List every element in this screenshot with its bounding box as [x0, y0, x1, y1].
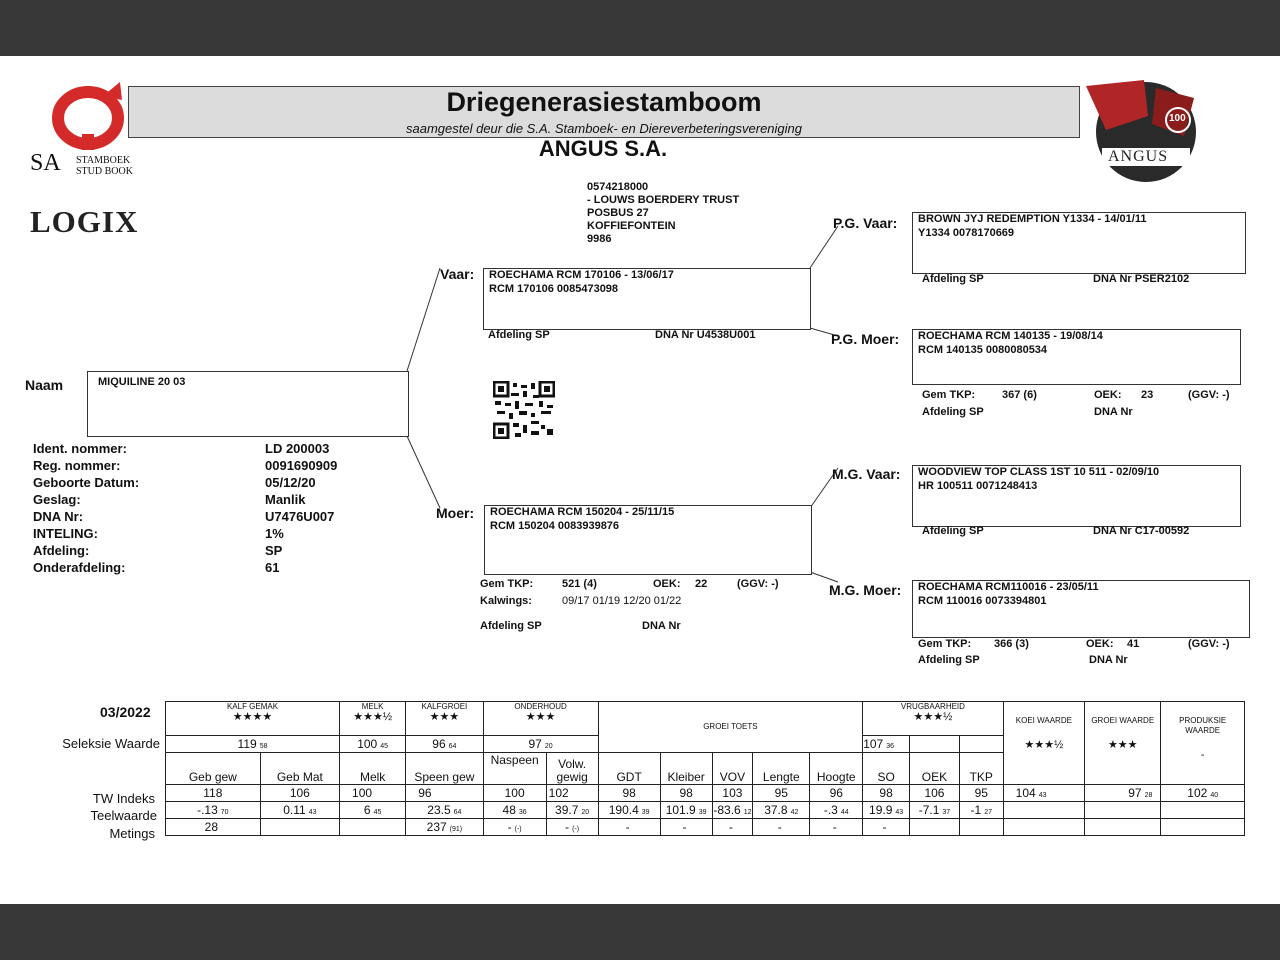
col-header: Melk	[340, 753, 406, 785]
mg-dam-line-1: ROECHAMA RCM110016 - 23/05/11	[918, 581, 1099, 593]
mg-sire-box	[912, 465, 1241, 527]
col-header: OEK	[910, 753, 960, 785]
pg-sire-label: P.G. Vaar:	[833, 215, 898, 231]
pg-dam-tkp-label: Gem TKP:	[922, 389, 976, 401]
mg-dam-line-2: RCM 110016 0073394801	[918, 595, 1047, 607]
sa-logo-big-text: SA	[30, 150, 61, 176]
pg-sire-afdeling: Afdeling SP	[922, 273, 984, 285]
dam-tkp-label: Gem TKP:	[480, 578, 534, 590]
dam-ggv: (GGV: -)	[737, 578, 779, 590]
teel-row: -.13 70 0.11 43 6 45 23.5 64 48 36 39.7 20 190.4 39 101.9 39 -83.6 12 37.8 42 -.3 44 19.9 43 -7.1 37 -1 27	[166, 802, 1245, 819]
sa-logo-small-1: STAMBOEK	[76, 155, 131, 166]
sa-logo-small-2: STUD BOOK	[76, 166, 133, 177]
mg-sire-dna: DNA Nr C17-00592	[1093, 525, 1190, 537]
col-header: Geb gew	[166, 753, 261, 785]
mg-sire-line-2: HR 100511 0071248413	[918, 480, 1038, 492]
owner-line-5: 9986	[587, 233, 612, 245]
dam-line-2: RCM 150204 0083939876	[490, 520, 620, 532]
dam-kalwings-label: Kalwings:	[480, 595, 532, 607]
seleksie-vrugbaarheid: 107 36	[863, 736, 910, 753]
dam-oek: 22	[695, 578, 708, 590]
animal-name-label: Naam	[25, 377, 64, 393]
dam-line-1: ROECHAMA RCM 150204 - 25/11/15	[490, 506, 675, 518]
metings-row: 28 237 (91) - (-) - (-) - - - - - -	[166, 819, 1245, 836]
page-title: Driegenerasiestamboom	[446, 87, 762, 117]
pg-dam-line-2: RCM 140135 0080080534	[918, 344, 1048, 356]
row-label-teel: Teelwaarde	[90, 808, 157, 823]
owner-line-3: POSBUS 27	[587, 207, 649, 219]
col-header: TKP	[959, 753, 1003, 785]
ident-row: Geboorte Datum: 05/12/20	[33, 475, 316, 490]
group-koei-waarde: KOEI WAARDE ★★★½	[1003, 702, 1084, 785]
col-header: Volw. gewig	[546, 753, 598, 785]
qr-code-icon	[493, 381, 555, 439]
col-header: Hoogte	[810, 753, 863, 785]
mg-dam-oek: 41	[1127, 638, 1140, 650]
pg-dam-line-1: ROECHAMA RCM 140135 - 19/08/14	[918, 330, 1103, 342]
page-subtitle: saamgestel deur die S.A. Stamboek- en Diereverbeteringsvereniging	[406, 121, 802, 136]
owner-line-4: KOFFIEFONTEIN	[587, 220, 676, 232]
seleksie-melk: 100 45	[340, 736, 406, 753]
seleksie-kalf-gemak: 119 58	[166, 736, 340, 753]
mg-dam-afdeling: Afdeling SP	[918, 654, 980, 666]
sire-dna: DNA Nr U4538U001	[655, 329, 756, 341]
tw-row: 118 106 100 96 100 102 98 98 103 95 96 98 106 95 104 43 97 28 102 40	[166, 785, 1245, 802]
ident-row: Reg. nommer: 0091690909	[33, 458, 338, 473]
group-groei-waarde: GROEI WAARDE ★★★	[1085, 702, 1161, 785]
col-header: GDT	[598, 753, 660, 785]
col-header: Geb Mat	[260, 753, 339, 785]
angus-logo-text: ANGUS	[1108, 148, 1169, 165]
col-header: Kleiber	[660, 753, 712, 785]
dam-kalwings: 09/17 01/19 12/20 01/22	[562, 595, 682, 607]
mg-sire-line-1: WOODVIEW TOP CLASS 1ST 10 511 - 02/09/10	[918, 466, 1160, 478]
mg-dam-label: M.G. Moer:	[829, 582, 902, 598]
index-date: 03/2022	[100, 704, 151, 720]
dam-tkp: 521 (4)	[562, 578, 597, 590]
group-produksie-waarde: PRODUKSIE WAARDE -	[1161, 702, 1245, 785]
pg-sire-dna: DNA Nr PSER2102	[1093, 273, 1190, 285]
angus-logo-badge: 100	[1169, 113, 1186, 124]
ident-row: DNA Nr: U7476U007	[33, 509, 335, 524]
group-vrugbaarheid: VRUGBAARHEID ★★★½	[863, 702, 1003, 736]
pg-dam-tkp: 367 (6)	[1002, 389, 1037, 401]
organisation-name: ANGUS S.A.	[538, 136, 668, 161]
mg-dam-box	[912, 580, 1250, 638]
pg-sire-box	[912, 212, 1246, 274]
row-label-metings: Metings	[109, 826, 155, 841]
ident-row: Afdeling: SP	[33, 543, 283, 558]
dam-oek-label: OEK:	[653, 578, 681, 590]
row-label-tw: TW Indeks	[92, 791, 155, 806]
dam-label: Moer:	[436, 505, 475, 521]
pg-sire-line-1: BROWN JYJ REDEMPTION Y1334 - 14/01/11	[918, 213, 1147, 225]
pg-sire-line-2: Y1334 0078170669	[918, 227, 1015, 239]
mg-dam-dna: DNA Nr	[1089, 654, 1128, 666]
sire-afdeling: Afdeling SP	[488, 329, 550, 341]
owner-line-2: - LOUWS BOERDERY TRUST	[587, 194, 740, 206]
mg-dam-oek-label: OEK:	[1086, 638, 1114, 650]
owner-line-1: 0574218000	[587, 181, 649, 193]
pedigree-document	[0, 56, 1280, 904]
mg-sire-label: M.G. Vaar:	[832, 466, 901, 482]
index-table	[165, 701, 1245, 836]
pg-dam-afdeling: Afdeling SP	[922, 406, 984, 418]
ident-row: Geslag: Manlik	[33, 492, 306, 507]
pg-dam-oek: 23	[1141, 389, 1154, 401]
dam-dna: DNA Nr	[642, 620, 681, 632]
dam-box	[484, 505, 812, 575]
col-header: Naspeen	[483, 753, 546, 785]
mg-sire-afdeling: Afdeling SP	[922, 525, 984, 537]
mg-dam-tkp-label: Gem TKP:	[918, 638, 972, 650]
logix-logo: LOGIX	[30, 204, 139, 239]
mg-dam-ggv: (GGV: -)	[1188, 638, 1230, 650]
seleksie-kalfgroei: 96 64	[406, 736, 483, 753]
sire-box	[483, 268, 811, 330]
sire-label: Vaar:	[440, 266, 475, 282]
col-header: Lengte	[753, 753, 810, 785]
pg-dam-dna: DNA Nr	[1094, 406, 1133, 418]
animal-box	[87, 371, 409, 437]
dam-afdeling: Afdeling SP	[480, 620, 542, 632]
col-header: Speen gew	[406, 753, 483, 785]
ident-row: INTELING: 1%	[33, 526, 284, 541]
seleksie-onderhoud: 97 20	[483, 736, 598, 753]
col-header: VOV	[712, 753, 753, 785]
pg-dam-box	[912, 329, 1241, 385]
sire-line-2: RCM 170106 0085473098	[489, 283, 619, 295]
sire-line-1: ROECHAMA RCM 170106 - 13/06/17	[489, 269, 674, 281]
row-label-seleksie: Seleksie Waarde	[62, 736, 160, 751]
group-groei-toets: GROEI TOETS	[598, 702, 863, 753]
ident-row: Onderafdeling: 61	[33, 560, 280, 575]
animal-name: MIQUILINE 20 03	[98, 376, 186, 388]
pg-dam-label: P.G. Moer:	[831, 331, 900, 347]
ident-row: Ident. nommer: LD 200003	[33, 441, 330, 456]
mg-dam-tkp: 366 (3)	[994, 638, 1029, 650]
group-melk: MELK ★★★½	[340, 702, 406, 736]
pg-dam-ggv: (GGV: -)	[1188, 389, 1230, 401]
group-onderhoud: ONDERHOUD ★★★	[483, 702, 598, 736]
col-header: SO	[863, 753, 910, 785]
group-kalfgroei: KALFGROEI ★★★	[406, 702, 483, 736]
pg-dam-oek-label: OEK:	[1094, 389, 1122, 401]
animal-ident-list	[33, 440, 363, 576]
group-kalf-gemak: KALF GEMAK ★★★★	[166, 702, 340, 736]
